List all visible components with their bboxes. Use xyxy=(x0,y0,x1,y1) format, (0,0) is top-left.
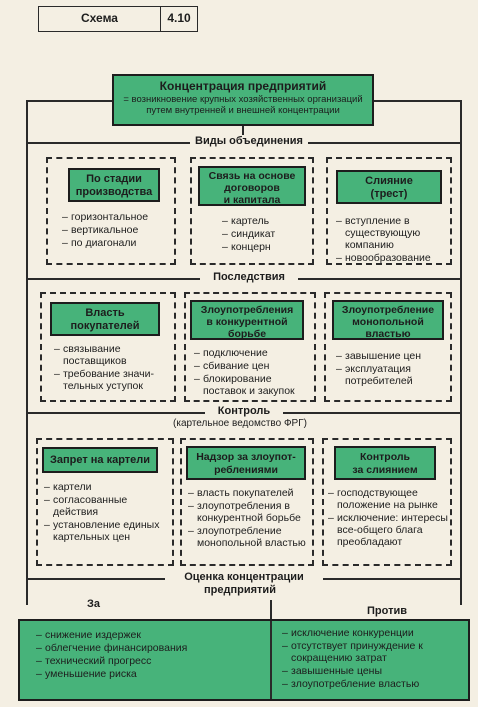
list-item: – технический прогресс xyxy=(36,655,262,667)
section-control-sub: (картельное ведомство ФРГ) xyxy=(160,418,320,429)
list-item: – господствующее положение на рынке xyxy=(328,487,450,511)
list-item: – исключение: интересы все-общего блага преобладают xyxy=(328,512,450,548)
types-box-2: Связь на основе договоров и капитала xyxy=(198,166,306,206)
control-list-2 xyxy=(188,487,312,550)
list-item: – картели xyxy=(44,481,172,493)
section-evaluation-2: предприятий xyxy=(190,584,290,596)
frame-right xyxy=(460,100,462,605)
list-item: – подключение xyxy=(194,347,314,359)
list-item: – уменьшение риска xyxy=(36,668,262,680)
list-item: – облегчение финансирования xyxy=(36,642,262,654)
list-item: – завышенные цены xyxy=(282,665,462,677)
list-item: – горизонтальное xyxy=(62,211,174,223)
list-item: – злоупотребления в конкурентной борьбе xyxy=(188,500,312,524)
control-box-3: Контроль за слиянием xyxy=(334,446,436,480)
frame-top-left xyxy=(26,100,112,102)
main-concept-box xyxy=(112,74,374,126)
split-stem xyxy=(270,600,272,620)
list-item: – картель xyxy=(222,215,312,227)
section-consequences: Последствия xyxy=(200,271,298,283)
consequences-box-3: Злоупотребление монопольной властью xyxy=(332,300,444,340)
control-box-2: Надзор за злоупот- реблениями xyxy=(186,446,306,480)
list-item: – вступление в существующую компанию xyxy=(336,215,448,251)
pro-list xyxy=(36,629,262,681)
list-item: – вертикальное xyxy=(62,224,174,236)
list-item: – новообразование xyxy=(336,252,448,264)
frame-top-right xyxy=(374,100,462,102)
list-item: – связывание поставщиков xyxy=(54,343,174,367)
types-list-3 xyxy=(336,215,448,265)
list-item: – согласованные действия xyxy=(44,494,172,518)
types-list-1 xyxy=(62,211,174,250)
consequences-box-2: Злоупотребления в конкурентной борьбе xyxy=(190,300,304,340)
list-item: – по диагонали xyxy=(62,237,174,249)
schema-header xyxy=(38,6,198,32)
list-item: – синдикат xyxy=(222,228,312,240)
evaluation-panel xyxy=(18,619,470,701)
main-title: Концентрация предприятий xyxy=(159,79,327,93)
schema-label: Схема xyxy=(39,7,161,31)
list-item: – злоупотребление монопольной властью xyxy=(188,525,312,549)
evaluation-divider xyxy=(270,621,272,699)
list-item: – сбивание цен xyxy=(194,360,314,372)
list-item: – концерн xyxy=(222,241,312,253)
main-definition-2: путем внутренней и внешней концентрации xyxy=(146,105,340,116)
consequences-list-3 xyxy=(336,350,448,388)
list-item: – завышение цен xyxy=(336,350,448,362)
list-item: – установление единых картельных цен xyxy=(44,519,172,543)
control-list-1 xyxy=(44,481,172,544)
main-definition-1: = возникновение крупных хозяйственных организаций xyxy=(123,94,363,105)
contra-list xyxy=(282,627,462,691)
frame-left xyxy=(26,100,28,605)
section-evaluation-1: Оценка концентрации xyxy=(165,571,323,583)
consequences-box-1: Власть покупателей xyxy=(50,302,160,336)
list-item: – эксплуатация потребителей xyxy=(336,363,448,387)
section-types: Виды объединения xyxy=(190,135,308,147)
list-item: – снижение издержек xyxy=(36,629,262,641)
control-list-3 xyxy=(328,487,450,549)
contra-label: Против xyxy=(364,605,410,617)
section-control: Контроль xyxy=(205,405,283,417)
types-box-1: По стадии производства xyxy=(68,168,160,202)
types-list-2 xyxy=(222,215,312,254)
schema-number: 4.10 xyxy=(167,11,191,25)
list-item: – власть покупателей xyxy=(188,487,312,499)
list-item: – отсутствует принуждение к сокращению затрат xyxy=(282,640,462,664)
types-box-3: Слияние (трест) xyxy=(336,170,442,204)
control-box-1: Запрет на картели xyxy=(42,447,158,473)
list-item: – требование значи-тельных уступок xyxy=(54,368,174,392)
pro-label: За xyxy=(84,598,103,610)
consequences-list-2 xyxy=(194,347,314,398)
list-item: – блокирование поставок и закупок xyxy=(194,373,314,397)
consequences-list-1 xyxy=(54,343,174,393)
list-item: – исключение конкуренции xyxy=(282,627,462,639)
list-item: – злоупотребление властью xyxy=(282,678,462,690)
